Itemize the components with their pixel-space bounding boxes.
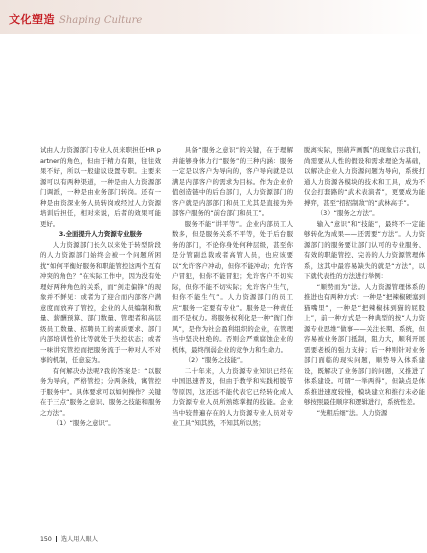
text-column-3: [304, 145, 425, 418]
column-title: [9, 11, 142, 27]
column-header: [0, 0, 427, 34]
body-paragraph: （1）“服务之意识”。: [52, 419, 115, 427]
body-paragraph: “先粗后细”法。人力资源: [316, 408, 388, 417]
text-column-2: [172, 145, 293, 429]
body-paragraph: 脱离实际，照葫芦画瓢”的现象启示我们，尚需要从人性的假设和需求理论为基础，以解决企业人力资源问题为导向，系统打通人力资源各模块的技术和工具，成为不仅会打套路的“武术表演者”，更要成为能搏弈，甚至“招招制敌”的“武林高手”。: [304, 146, 425, 207]
body-paragraph: 服务不能“讲平等”。企业内部员工人数多，但是服务关系不平等，处于后台服务的部门，不论你身处何种层级，甚至你是分管副总裁或者高管人员，也应该要以“允许客户冲动，但你不能冲动；允许客户冒犯，但你不能冒犯；允许客户不切实际，但你不能不切实际；允许客户生气，但你不能生气”。人力资源部门的员工应“服务一定要有专业”。服务是一种责任而不是权力。将服务权利化是一种“衙门作风”，是作为社会盈利组织的企业，在管理当中坚决杜绝的。否则会严重腐蚀企业的机体，最终削弱企业的竞争力和生命力。: [172, 219, 293, 354]
body-paragraph: 人力资源部门长久以来处于转型阶段的人力资源部门始终会被一个问题所困扰“如何平衡好服务和职能管控这两个互有冲突的角色？”在实际工作中，因为没有处理好两种角色的关系，而“剑走偏锋”的现象并不鲜见：或者为了迎合而内部客户满意度而放弃了管控，企业的人员编制和数量、薪酬预算、部门数量、管理者和高层级员工数量、招聘员工的素质要求、部门内部培训性价比等就处于失控状态；或者一味讲究管控而把服务流于一种对人不对事的机制，任意妄为。: [40, 240, 161, 364]
body-paragraph: （3）“服务之方法”。: [316, 209, 379, 217]
body-paragraph: 具备“服务之意识”的关键，在于理解并能够身体力行“服务”的三种内涵：服务一定是以客户为导向的，客户导向就是以满足内部客户的需求为目标。作为企业价值创造链中的后台部门，人力资源部门的客户就是内部部门和员工尤其是直接为外部客户服务的“前台部门和员工”。: [172, 146, 293, 217]
text-column-1: [40, 145, 161, 429]
section-subheading: 3.全面提升人力资源专业服务: [58, 230, 143, 238]
body-paragraph: 有何解决办法呢?我的答案是：“以服务为导向，严格管控；分两条线，寓管控于服务中”。具体要求可以如何操作？关键在于三点“服务之意识、服务之技能和服务之方法”。: [40, 366, 161, 417]
journal-name: 选人用人眼人: [60, 536, 98, 543]
body-paragraph: “顺势而为”法。人力资源管理体系的推进也有两种方式：一种是“把辣椒硬塞到猫嘴里”，一种是“把辣椒抹到猫的屁股上”，前一种方式是一种典型的按“人力资源专业思维”做事——关注长期、系统，但容易被业务部门抵制，阻力大，顺利开展需要老板的强力支持；后一种则针对业务部门面临的现实问题，顺势导入体系建设，既解决了业务部门的问题，又推进了体系建设。可谓“一举两得”，但缺点是体系推进速度较慢，模块建立和推行未必能够按照最佳顺序和逻辑进行，系统性差。: [304, 282, 425, 406]
footer-divider: [56, 536, 57, 542]
column-title-en: Shaping Culture: [59, 15, 143, 26]
body-paragraph: 试由人力资源部门专业人员来职担任HR partner的角色，但由于精力有限，往往效果不好，所以一般建议设置专职。主要来源可以有两种渠道，一种是由人力资源部门调派，一种是由业务部门转岗。还有一种是由资深业务人员转岗或经过人力资源培训后担任，相对来说，后者的效果可能更好。: [40, 146, 161, 228]
page-footer: [40, 534, 98, 543]
column-title-cn: 文化塑造: [9, 13, 55, 26]
body-paragraph: 二十年来，人力资源专业知识已经在中国迅速普及，但由于教学和实践相脱节等原因，这还远不能代表它已经转化成人力资源专业人员所熟练掌握的技能。企业当中较普遍存在的人力资源专业人员对专业工具“知其然，不知其所以然；: [172, 366, 293, 427]
body-paragraph: （2）“服务之技能”。: [184, 356, 247, 364]
body-paragraph: 输入“意识”和“技能”，最终不一定能够转化为成果——还需要“方法”。人力资源部门的服务要让部门认可的专业服务、有效的职能管控、完善的人力资源管理体系，这其中最容易缺失的就是“方法”，以下就代表性的方法进行举例：: [304, 219, 425, 280]
page-number: 150: [40, 536, 52, 543]
